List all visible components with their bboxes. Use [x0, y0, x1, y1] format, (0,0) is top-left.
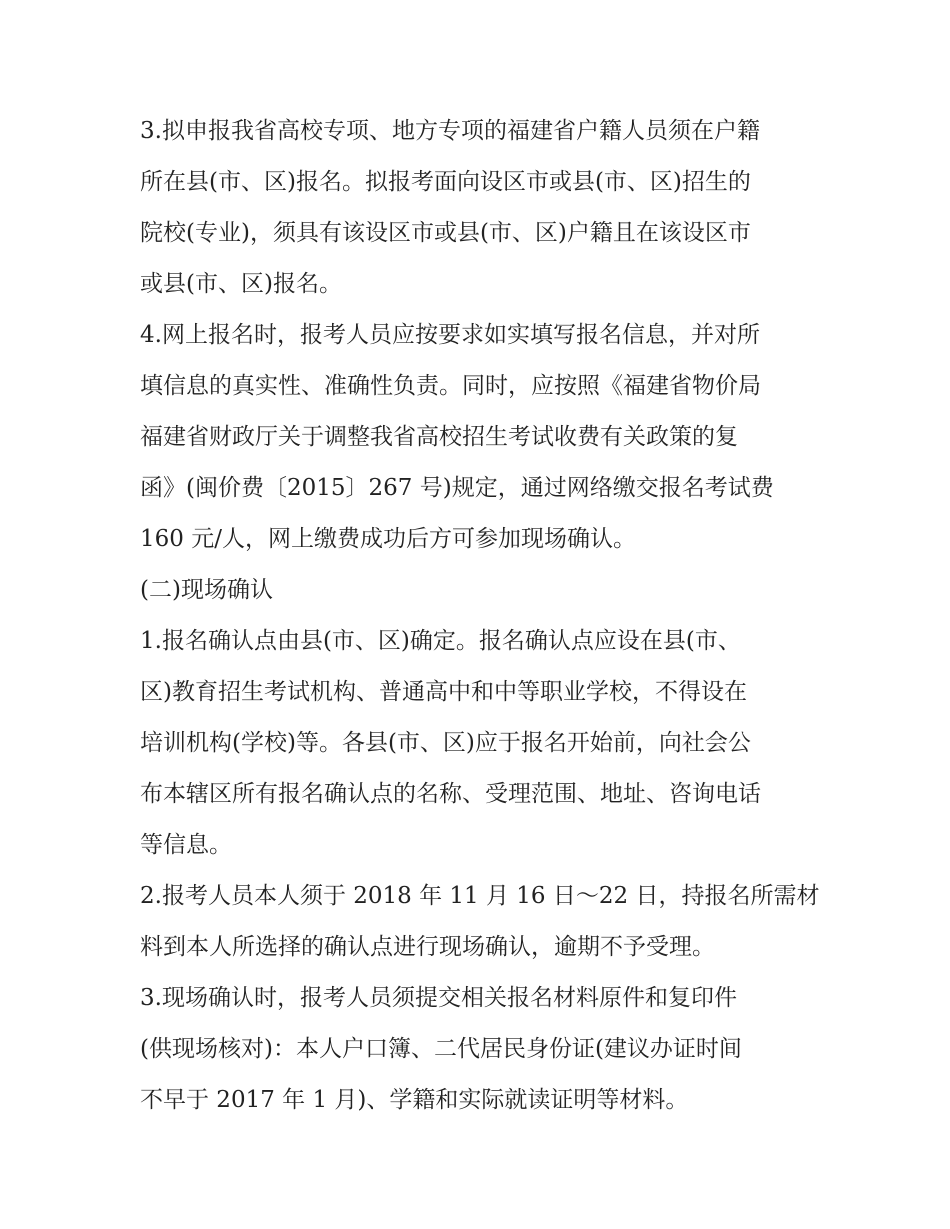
text-line: 不早于 2017 年 1 月)、学籍和实际就读证明等材料。	[140, 1087, 689, 1113]
text-line: 福建省财政厅关于调整我省高校招生考试收费有关政策的复	[140, 424, 738, 450]
text-line: 区)教育招生考试机构、普通高中和中等职业学校，不得设在	[140, 679, 747, 705]
text-line: 所在县(市、区)报名。拟报考面向设区市或县(市、区)招生的	[140, 169, 751, 195]
text-line: 培训机构(学校)等。各县(市、区)应于报名开始前，向社会公	[140, 730, 751, 756]
text-line: 或县(市、区)报名。	[140, 271, 342, 297]
text-line: 填信息的真实性、准确性负责。同时，应按照《福建省物价局	[140, 373, 761, 399]
text-line: 料到本人所选择的确认点进行现场确认，逾期不予受理。	[140, 934, 715, 960]
text-line: 4.网上报名时，报考人员应按要求如实填写报名信息，并对所	[140, 322, 760, 348]
text-line: 3.现场确认时，报考人员须提交相关报名材料原件和复印件	[140, 985, 737, 1011]
text-line: 3.拟申报我省高校专项、地方专项的福建省户籍人员须在户籍	[140, 118, 760, 144]
text-line: 1.报名确认点由县(市、区)确定。报名确认点应设在县(市、	[140, 628, 741, 654]
text-line: 160 元/人，网上缴费成功后方可参加现场确认。	[140, 526, 636, 552]
text-line: 布本辖区所有报名确认点的名称、受理范围、地址、咨询电话	[140, 781, 761, 807]
text-line: 2.报考人员本人须于 2018 年 11 月 16 日～22 日，持报名所需材	[140, 883, 820, 909]
document-body	[140, 106, 820, 1126]
text-line: (供现场核对)：本人户口簿、二代居民身份证(建议办证时间	[140, 1036, 742, 1062]
text-line: 院校(专业)，须具有该设区市或县(市、区)户籍且在该设区市	[140, 220, 751, 246]
text-line: 等信息。	[140, 832, 232, 858]
section-heading: (二)现场确认	[140, 577, 273, 603]
text-line: 函》(闽价费〔2015〕267 号)规定，通过网络缴交报名考试费	[140, 475, 774, 501]
